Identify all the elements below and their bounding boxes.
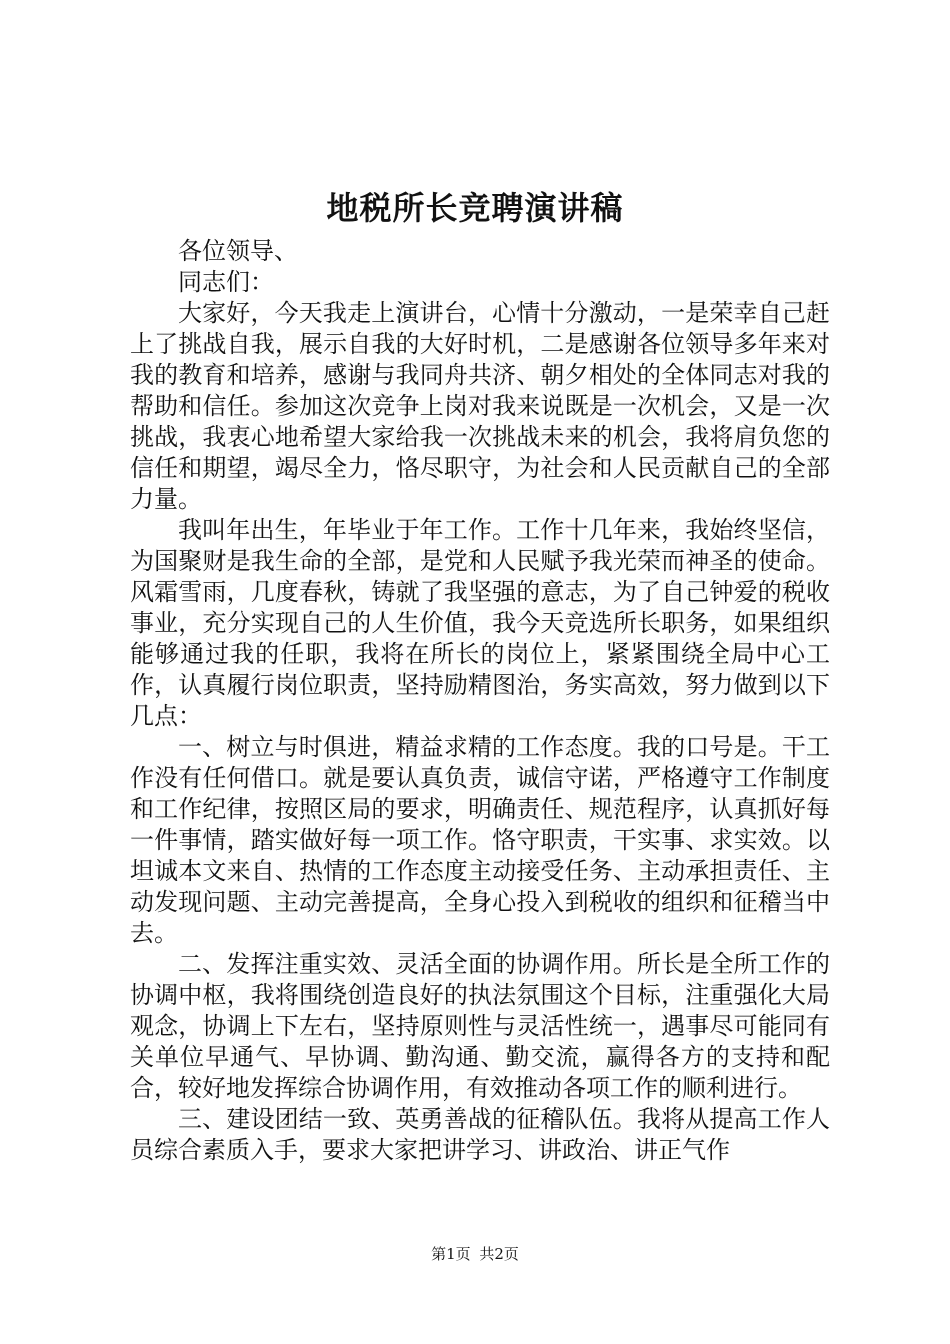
paragraph-point-two: 二、发挥注重实效、灵活全面的协调作用。所长是全所工作的协调中枢，我将围绕创造良好的执法氛围这个目标，注重强化大局观念，协调上下左右，坚持原则性与灵活性统一，遇事尽可能同有关单位早通气、早协调、勤沟通、勤交流，赢得各方的支持和配合，较好地发挥综合协调作用，有效推动各项工作的顺利进行。 bbox=[130, 950, 830, 1102]
paragraph-point-one: 一、树立与时俱进，精益求精的工作态度。我的口号是。干工作没有任何借口。就是要认真负责，诚信守诺，严格遵守工作制度和工作纪律，按照区局的要求，明确责任、规范程序，认真抓好每一件事情，踏实做好每一项工作。恪守职责，干实事、求实效。以坦诚本文来自、热情的工作态度主动接受任务、主动承担责任、主动发现问题、主动完善提高，全身心投入到税收的组织和征稽当中去。 bbox=[130, 733, 830, 947]
page-number: 第1页 bbox=[431, 1245, 471, 1263]
salutation-comrades: 同志们： bbox=[178, 268, 274, 296]
page-footer bbox=[0, 1244, 950, 1264]
paragraph-background: 我叫年出生，年毕业于年工作。工作十几年来，我始终坚信，为国聚财是我生命的全部，是党和人民赋予我光荣而神圣的使命。风霜雪雨，几度春秋，铸就了我坚强的意志，为了自己钟爱的税收事业，充分实现自己的人生价值，我今天竞选所长职务，如果组织能够通过我的任职，我将在所长的岗位上，紧紧围绕全局中心工作，认真履行岗位职责，坚持励精图治，务实高效，努力做到以下几点： bbox=[130, 516, 830, 730]
document-body bbox=[130, 236, 830, 1166]
paragraph-intro: 大家好，今天我走上演讲台，心情十分激动，一是荣幸自己赶上了挑战自我，展示自我的大好时机，二是感谢各位领导多年来对我的教育和培养，感谢与我同舟共济、朝夕相处的全体同志对我的帮助和信任。参加这次竞争上岗对我来说既是一次机会，又是一次挑战，我衷心地希望大家给我一次挑战未来的机会，我将肩负您的信任和期望，竭尽全力，恪尽职守，为社会和人民贡献自己的全部力量。 bbox=[130, 299, 830, 513]
document-title: 地税所长竞聘演讲稿 bbox=[326, 189, 624, 227]
salutation-leaders: 各位领导、 bbox=[178, 237, 298, 265]
page-total: 共2页 bbox=[479, 1245, 519, 1263]
paragraph-point-three: 三、建设团结一致、英勇善战的征稽队伍。我将从提高工作人员综合素质入手，要求大家把讲学习、讲政治、讲正气作 bbox=[130, 1105, 830, 1164]
